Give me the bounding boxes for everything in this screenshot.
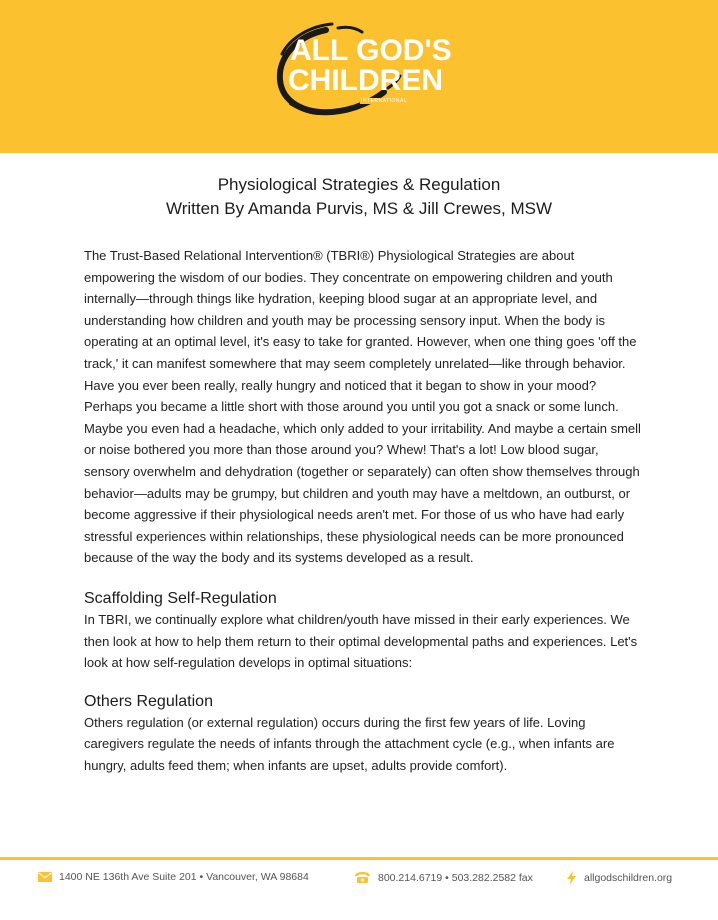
page-footer bbox=[0, 860, 718, 896]
intro-paragraph: The Trust-Based Relational Intervention® (TBRI®) Physiological Strategies are about empowering the wisdom of our bodies. They concentrate on empowering children and youth internally—through things like hydration, keeping blood sugar at an appropriate level, and understanding how children and youth may be processing sensory input. When the body is operating at an optimal level, it's easy to take for granted. However, when one thing goes 'off the track,' it can manifest somewhere that may seem completely unrelated—like through behavior. Have you ever been really, really hungry and noticed that it began to show in your mood? Perhaps you became a little short with those around you until you got a snack or some lunch. Maybe you even had a headache, which only added to your irritability. And maybe a certain smell or noise bothered you more than those around you? Whew! That's a lot! Low blood sugar, sensory overwhelm and dehydration (together or separately) can often show themselves through behavior—adults may be grumpy, but children and youth may have a meltdown, an outburst, or become aggressive if their physiological needs aren't met. For those of us who have had early stressful experiences within relationships, these physiological needs can be more pronounced because of the way the body and its systems developed as a result. bbox=[84, 248, 641, 566]
document-byline: Written By Amanda Purvis, MS & Jill Crewes, MSW bbox=[165, 199, 553, 218]
header-band bbox=[0, 0, 718, 153]
footer-website[interactable] bbox=[566, 871, 672, 885]
logo-wordmark-line2: CHILDREN bbox=[288, 64, 443, 97]
footer-address-text: 1400 NE 136th Ave Suite 201 • Vancouver, WA 98684 bbox=[59, 871, 309, 883]
telephone-icon bbox=[354, 871, 371, 884]
section-heading-others-regulation: Others Regulation bbox=[84, 692, 213, 710]
brand-logo bbox=[266, 18, 452, 118]
section-body-others-regulation: Others regulation (or external regulation) occurs during the first few years of life. Loving caregivers regulate the needs of infants through the attachment cycle (e.g., when infants are hungry, adults feed them; when infants are upset, adults provide comfort). bbox=[84, 714, 615, 773]
section-heading-scaffolding: Scaffolding Self-Regulation bbox=[84, 589, 277, 607]
document-header bbox=[0, 174, 718, 220]
footer-website-link[interactable]: allgodschildren.org bbox=[584, 872, 673, 884]
footer-phone bbox=[354, 871, 533, 884]
logo-subtitle: INTERNATIONAL bbox=[361, 98, 408, 104]
footer-phone-text: 800.214.6719 • 503.282.2582 fax bbox=[378, 871, 533, 884]
footer-address bbox=[38, 871, 309, 883]
pointer-cursor-icon bbox=[566, 871, 577, 885]
document-body bbox=[84, 245, 644, 776]
logo-wordmark-line1: ALL GOD'S bbox=[290, 34, 452, 67]
document-title: Physiological Strategies & Regulation bbox=[217, 175, 501, 194]
envelope-icon bbox=[38, 872, 52, 882]
section-body-scaffolding: In TBRI, we continually explore what children/youth have missed in their early experiences. We then look at how to help them return to their optimal developmental paths and experiences. Let's look at how self-regulation develops in optimal situations: bbox=[84, 611, 638, 671]
